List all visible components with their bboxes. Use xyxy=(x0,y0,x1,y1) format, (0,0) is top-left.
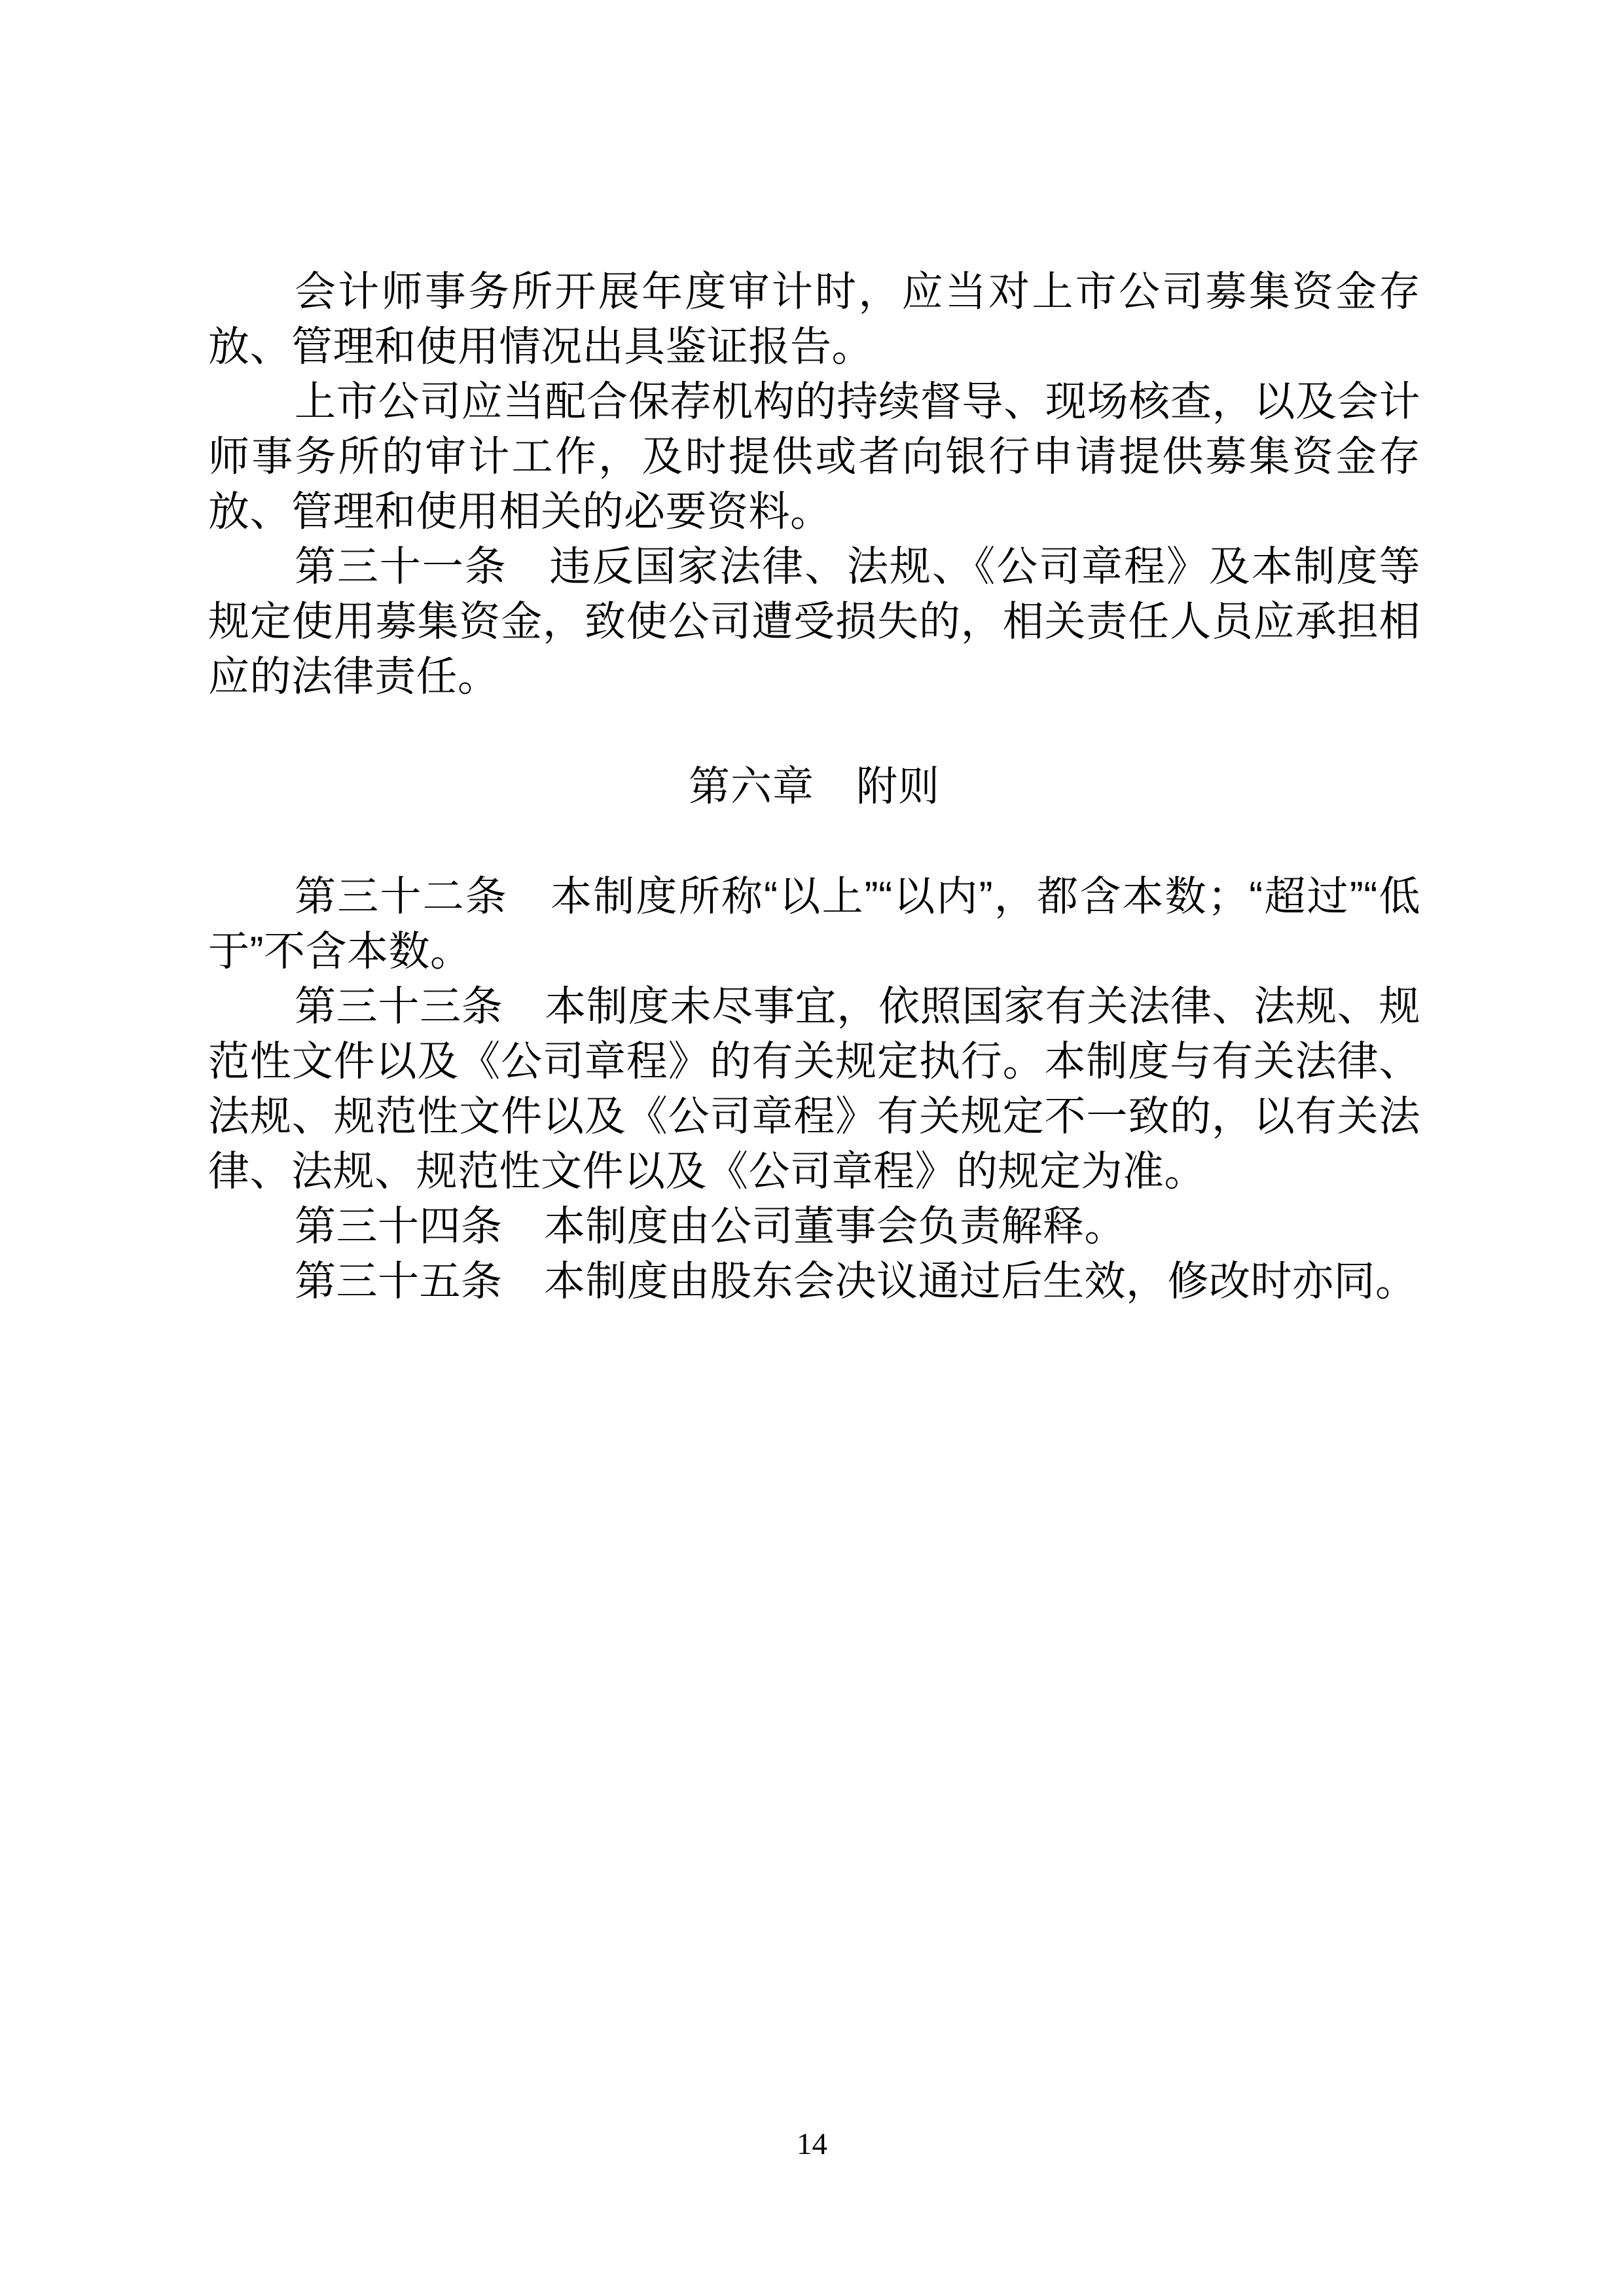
heading-spacer-below xyxy=(208,814,1420,869)
para-article-35: 第三十五条 本制度由股东会决议通过后生效，修改时亦同。 xyxy=(295,1259,1417,1304)
para-article-33: 第三十三条 本制度未尽事宜，依照国家有关法律、法规、规范性文件以及《公司章程》的有关规定执行。本制度与有关法律、法规、规范性文件以及《公司章程》有关规定不一致的，以有关法律、法规、规范性文件以及《公司章程》的规定为准。 xyxy=(208,984,1420,1194)
heading-chapter-6: 第六章 附则 xyxy=(689,764,940,810)
para-accounting-firm-annual-audit: 会计师事务所开展年度审计时，应当对上市公司募集资金存放、管理和使用情况出具鉴证报告。 xyxy=(208,269,1420,370)
para-article-34: 第三十四条 本制度由公司董事会负责解释。 xyxy=(295,1204,1126,1249)
para-company-cooperate-sponsor: 上市公司应当配合保荐机构的持续督导、现场核查，以及会计师事务所的审计工作，及时提供或者向银行申请提供募集资金存放、管理和使用相关的必要资料。 xyxy=(208,379,1420,535)
document-body xyxy=(208,264,1420,1309)
para-article-32: 第三十二条 本制度所称“以上”“以内”，都含本数；“超过”“低于”不含本数。 xyxy=(208,874,1420,975)
para-article-31: 第三十一条 违反国家法律、法规、《公司章程》及本制度等规定使用募集资金，致使公司遭受损失的，相关责任人员应承担相应的法律责任。 xyxy=(208,544,1420,700)
heading-spacer-above xyxy=(208,704,1420,759)
page-number: 14 xyxy=(797,2127,827,2161)
